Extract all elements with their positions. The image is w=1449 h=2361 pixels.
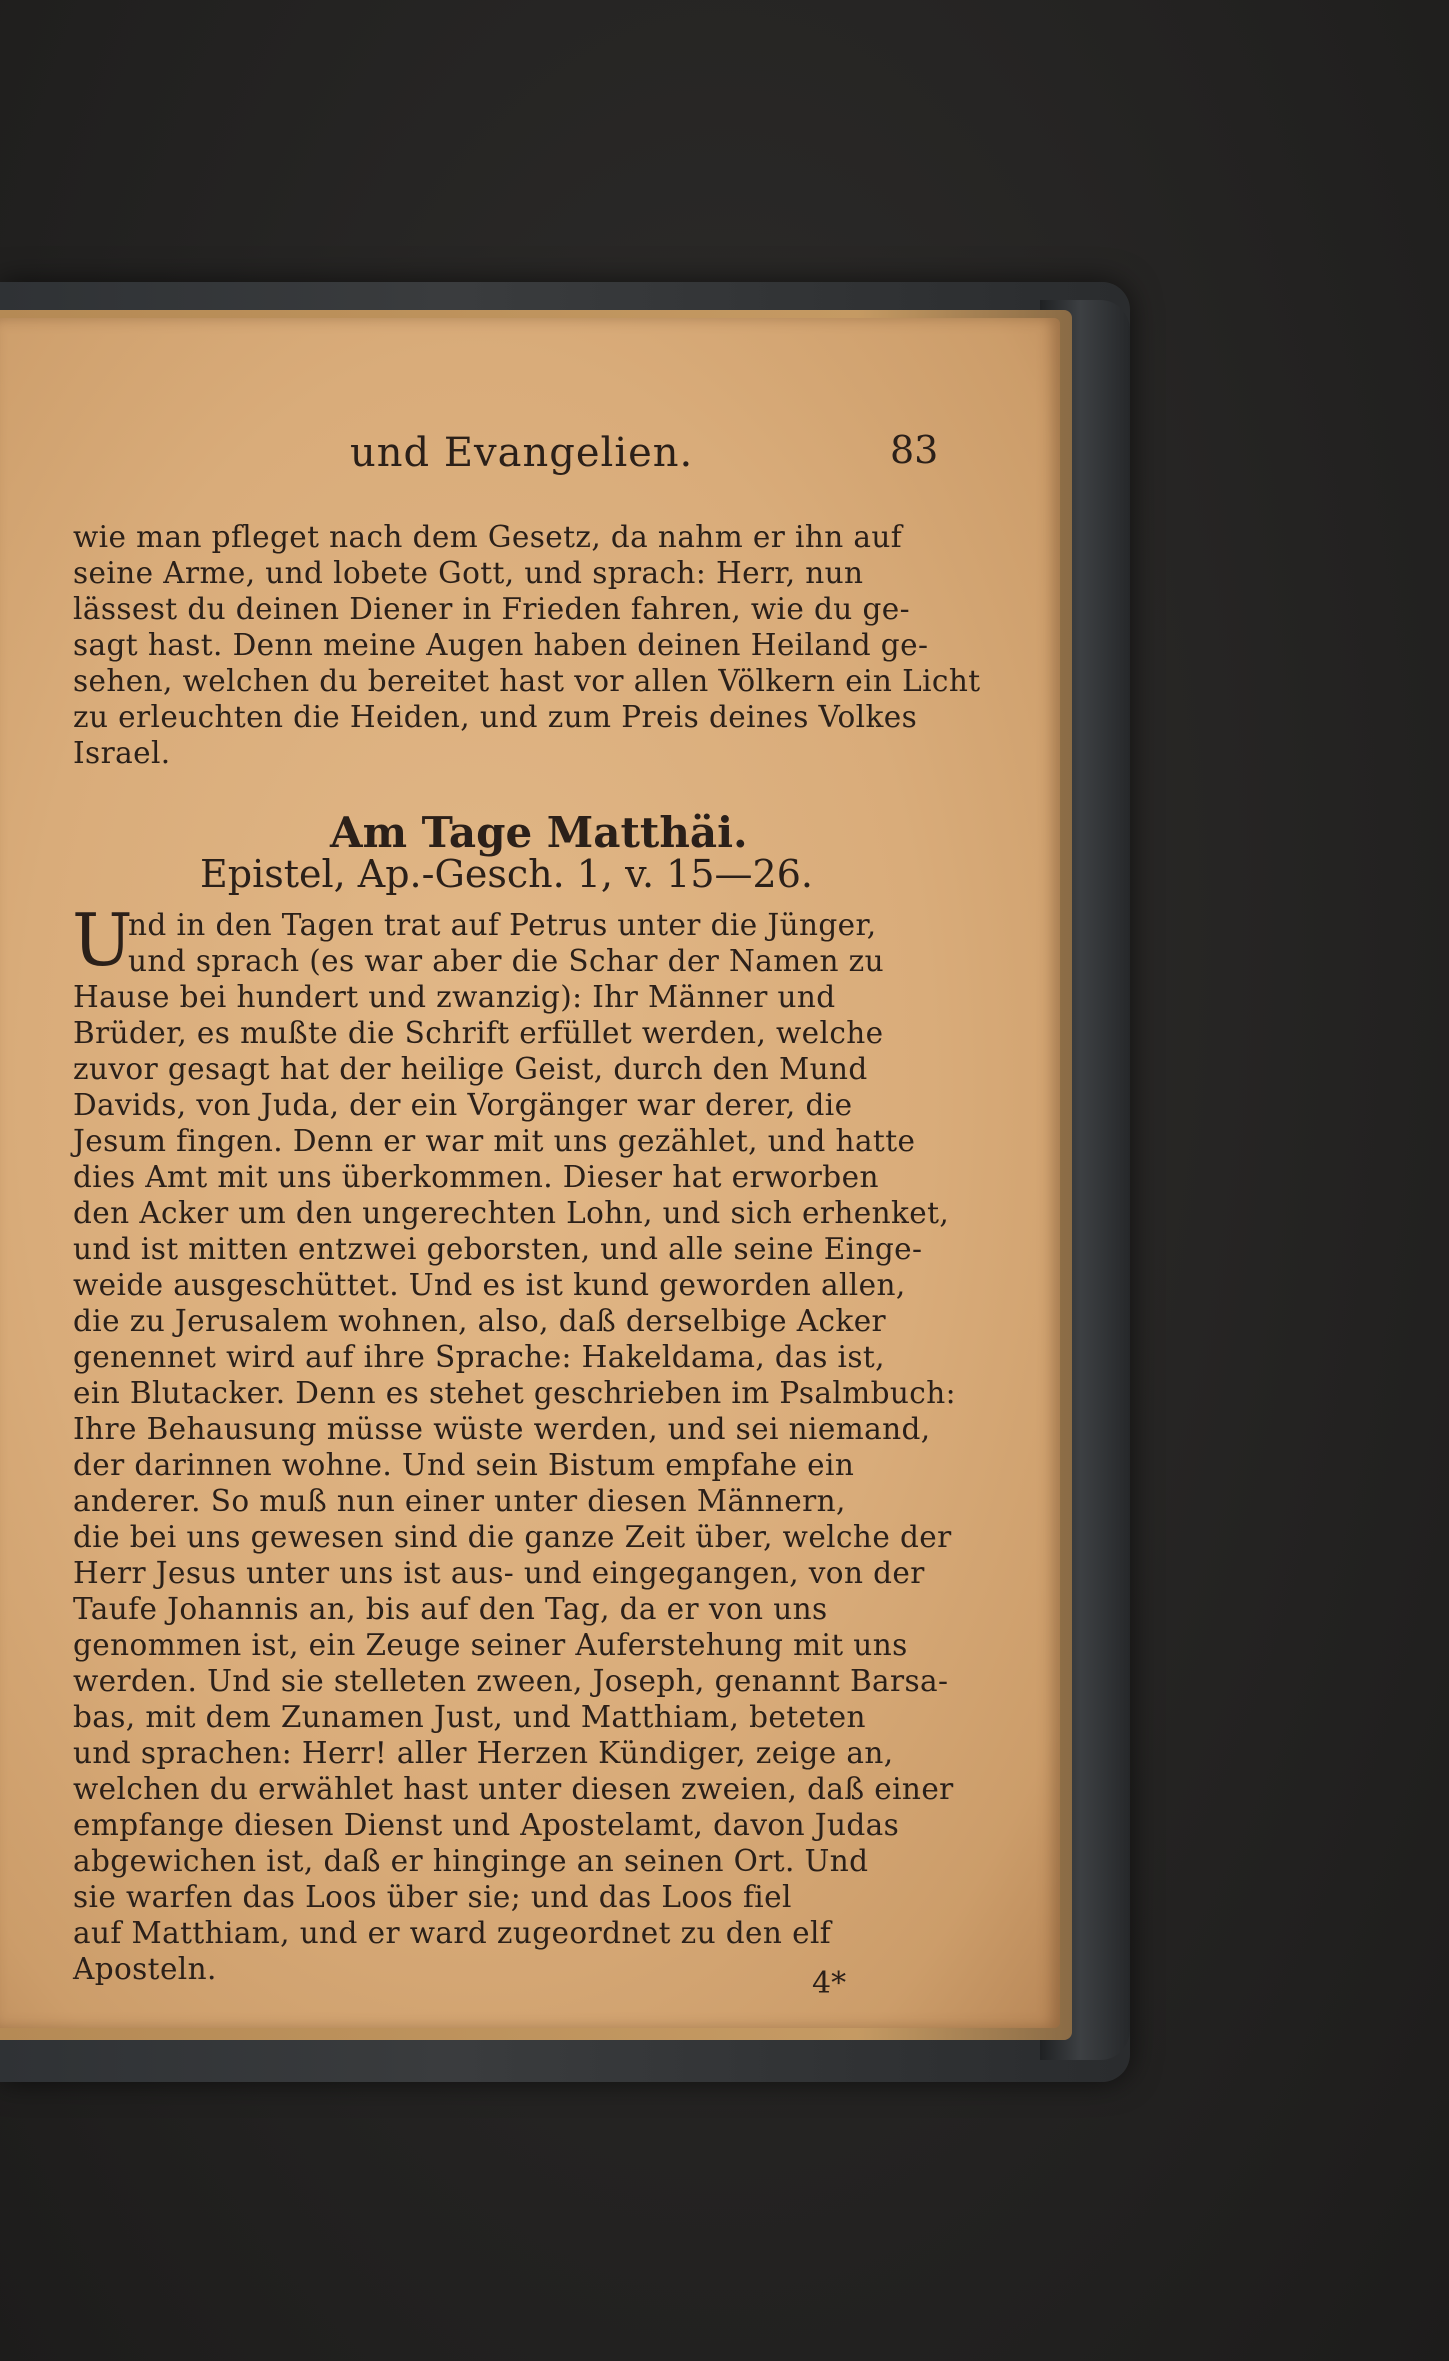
text-line: zu erleuchten die Heiden, und zum Preis deines Volkes: [73, 700, 918, 734]
text-line: der darinnen wohne. Und sein Bistum empfahe ein: [73, 1448, 855, 1482]
text-line: Aposteln.: [73, 1952, 217, 1986]
text-line: weide ausgeschüttet. Und es ist kund geworden allen,: [73, 1268, 906, 1302]
page-number: 83: [890, 428, 939, 472]
running-header: und Evangelien.: [350, 430, 694, 476]
text-line: genennet wird auf ihre Sprache: Hakeldama, das ist,: [73, 1340, 885, 1374]
text-line: zuvor gesagt hat der heilige Geist, durch den Mund: [73, 1052, 868, 1086]
section-heading: Am Tage Matthäi.: [330, 808, 748, 857]
text-line: Hause bei hundert und zwanzig): Ihr Männer und: [73, 980, 836, 1014]
text-line: bas, mit dem Zunamen Just, und Matthiam, beteten: [73, 1700, 866, 1734]
text-line: ein Blutacker. Denn es stehet geschrieben im Psalmbuch:: [73, 1376, 956, 1410]
text-line: genommen ist, ein Zeuge seiner Auferstehung mit uns: [73, 1628, 908, 1662]
section-subheading: Epistel, Ap.-Gesch. 1, v. 15—26.: [200, 852, 813, 896]
text-line: den Acker um den ungerechten Lohn, und sich erhenket,: [73, 1196, 950, 1230]
text-line: und ist mitten entzwei geborsten, und alle seine Einge-: [73, 1232, 923, 1266]
signature-mark: 4*: [812, 1966, 847, 2001]
text-line: dies Amt mit uns überkommen. Dieser hat erworben: [73, 1160, 879, 1194]
text-line: auf Matthiam, und er ward zugeordnet zu den elf: [73, 1916, 832, 1950]
text-line: anderer. So muß nun einer unter diesen Männern,: [73, 1484, 846, 1518]
text-line: lässest du deinen Diener in Frieden fahren, wie du ge-: [73, 592, 910, 626]
text-line: empfange diesen Dienst und Apostelamt, davon Judas: [73, 1808, 900, 1842]
text-line: sehen, welchen du bereitet hast vor allen Völkern ein Licht: [73, 664, 981, 698]
text-line: die zu Jerusalem wohnen, also, daß derselbige Acker: [73, 1304, 887, 1338]
text-line: sie warfen das Loos über sie; und das Loos fiel: [73, 1880, 792, 1914]
text-line: seine Arme, und lobete Gott, und sprach: Herr, nun: [73, 556, 864, 590]
text-line: Ihre Behausung müsse wüste werden, und sei niemand,: [73, 1412, 931, 1446]
drop-cap: U: [72, 898, 133, 982]
text-line: Herr Jesus unter uns ist aus- und eingegangen, von der: [73, 1556, 925, 1590]
text-line: werden. Und sie stelleten zween, Joseph, genannt Barsa-: [73, 1664, 949, 1698]
text-line: und sprach (es war aber die Schar der Namen zu: [128, 944, 885, 978]
text-line: Brüder, es mußte die Schrift erfüllet werden, welche: [73, 1016, 884, 1050]
text-line: die bei uns gewesen sind die ganze Zeit über, welche der: [73, 1520, 952, 1554]
text-line: nd in den Tagen trat auf Petrus unter die Jünger,: [128, 908, 877, 942]
text-line: wie man pfleget nach dem Gesetz, da nahm er ihn auf: [73, 520, 903, 554]
text-line: abgewichen ist, daß er hinginge an seinen Ort. Und: [73, 1844, 869, 1878]
text-line: welchen du erwählet hast unter diesen zweien, daß einer: [73, 1772, 954, 1806]
text-line: Davids, von Juda, der ein Vorgänger war derer, die: [73, 1088, 853, 1122]
text-line: Taufe Johannis an, bis auf den Tag, da er von uns: [73, 1592, 828, 1626]
text-line: Israel.: [73, 736, 171, 770]
text-line: Jesum fingen. Denn er war mit uns gezählet, und hatte: [73, 1124, 916, 1158]
text-line: sagt hast. Denn meine Augen haben deinen Heiland ge-: [73, 628, 929, 662]
text-line: und sprachen: Herr! aller Herzen Kündiger, zeige an,: [73, 1736, 894, 1770]
